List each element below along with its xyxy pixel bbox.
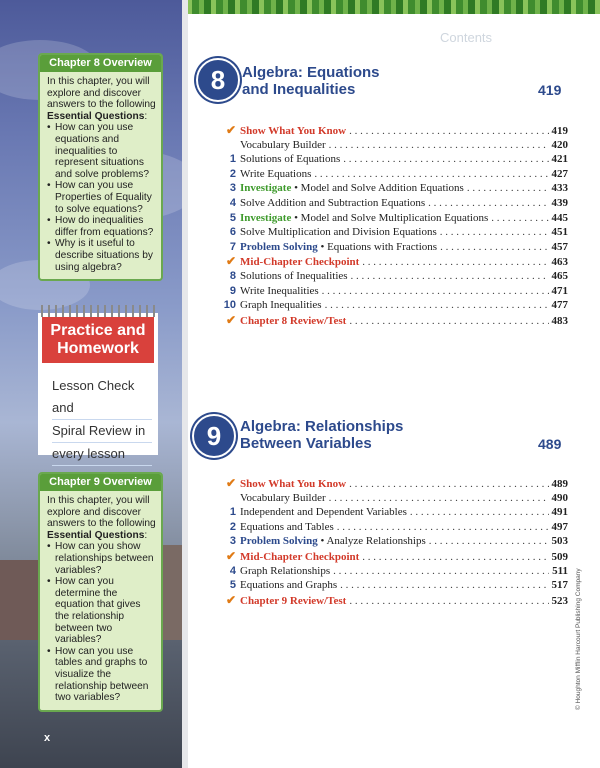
- dot-leader: [329, 491, 549, 506]
- checkmark-icon: ✔: [225, 254, 236, 269]
- toc-entry-label: [240, 225, 437, 240]
- dot-leader: [322, 284, 549, 299]
- toc-entry-tag: Mid-Chapter Checkpoint: [240, 550, 360, 563]
- lesson-number: 7: [229, 240, 236, 253]
- lesson-number: 3: [229, 182, 236, 195]
- toc-entry-label: [240, 520, 334, 535]
- chapter8-page: 419: [538, 82, 562, 98]
- toc-entry-text: Equations and Tables: [240, 520, 334, 533]
- toc-entry-page: 517: [551, 579, 568, 592]
- dot-leader: [410, 505, 549, 520]
- toc-entry-page: 465: [551, 269, 568, 282]
- toc-entry-tag: Show What You Know: [240, 478, 347, 490]
- dot-leader: [362, 255, 548, 269]
- toc-entry-page: 477: [551, 299, 568, 312]
- chapter8-number-badge: 8: [196, 58, 240, 102]
- toc-entry: [222, 211, 568, 226]
- essential-question: • Why is it useful to describe situations by using algebra?: [47, 238, 156, 273]
- dot-leader: [343, 152, 548, 167]
- toc-entry-label: [240, 167, 311, 182]
- dot-leader: [349, 314, 548, 328]
- lesson-number: 2: [229, 520, 236, 533]
- chapter8-contents: [222, 123, 568, 327]
- checkmark-icon: ✔: [225, 123, 236, 137]
- chapter8-title: Algebra: Equations and Inequalities: [242, 64, 380, 98]
- chapter8-essential-questions: [47, 122, 156, 273]
- toc-entry-page: 509: [551, 550, 568, 563]
- toc-entry: [222, 240, 568, 255]
- dot-leader: [440, 240, 548, 255]
- toc-entry-label: [240, 505, 407, 520]
- toc-entry-tag: Problem Solving: [240, 535, 318, 548]
- toc-entry: [222, 196, 568, 211]
- page-number: x: [44, 732, 51, 744]
- dot-leader: [340, 578, 548, 593]
- dot-leader: [349, 477, 548, 491]
- toc-entry-page: 523: [551, 594, 568, 607]
- toc-entry-page: 451: [551, 226, 568, 239]
- toc-entry-label: [240, 240, 437, 255]
- toc-entry-text: Write Inequalities: [240, 284, 319, 297]
- dot-leader: [325, 298, 549, 313]
- dot-leader: [491, 211, 548, 226]
- toc-entry-text: Solve Multiplication and Division Equations: [240, 226, 437, 239]
- toc-entry: [222, 520, 568, 535]
- toc-entry-page: 433: [551, 182, 568, 195]
- spiral-binding: [38, 305, 158, 317]
- dot-leader: [329, 138, 549, 153]
- essential-question: • How can you show relationships between variables?: [47, 541, 156, 576]
- practice-line: every lesson: [52, 443, 152, 466]
- toc-entry-text: Vocabulary Builder: [240, 491, 326, 504]
- chapter9-number-badge: 9: [192, 414, 236, 458]
- dot-leader: [333, 564, 549, 579]
- chapter8-overview-title: Chapter 8 Overview: [40, 55, 161, 72]
- chapter9-essential-questions: [47, 541, 156, 703]
- lesson-number: 3: [229, 535, 236, 548]
- toc-entry: [222, 167, 568, 182]
- toc-entry-text: Graph Inequalities: [240, 299, 322, 312]
- essential-question: • How can you use Properties of Equality to solve equations?: [47, 180, 156, 215]
- toc-entry-page: 497: [551, 520, 568, 533]
- toc-entry-text: Write Equations: [240, 167, 312, 180]
- toc-entry-text: • Analyze Relationships: [317, 535, 426, 548]
- toc-entry-label: [240, 578, 337, 593]
- toc-entry: [222, 254, 568, 269]
- essential-question: • How can you use equations and inequalities to represent situations and solve problems?: [47, 122, 156, 180]
- toc-entry: [222, 152, 568, 167]
- toc-entry-page: 483: [551, 314, 568, 327]
- lesson-number: 1: [229, 153, 236, 166]
- dot-leader: [351, 269, 549, 284]
- toc-entry: [222, 123, 568, 138]
- toc-entry-page: 503: [551, 535, 568, 548]
- practice-homework-card: [38, 305, 158, 461]
- toc-entry-tag: Problem Solving: [240, 240, 318, 253]
- lesson-number: 4: [229, 196, 236, 209]
- chapter9-overview-box: [38, 472, 163, 712]
- toc-entry: [222, 549, 568, 564]
- toc-entry-label: [240, 152, 340, 167]
- dot-leader: [314, 167, 548, 182]
- practice-homework-lines: [52, 375, 152, 466]
- toc-entry-label: [240, 594, 346, 608]
- toc-entry-label: [240, 564, 330, 579]
- toc-entry-page: 419: [551, 125, 568, 137]
- toc-entry: [222, 298, 568, 313]
- essential-question: • How do inequalities differ from equations?: [47, 215, 156, 238]
- chapter9-contents: [222, 476, 568, 607]
- chapter8-overview-box: [38, 53, 163, 281]
- lesson-number: 5: [229, 579, 236, 592]
- toc-entry: [222, 491, 568, 506]
- toc-entry-label: [240, 550, 359, 564]
- practice-line: Lesson Check and: [52, 375, 152, 420]
- page-spine: [182, 0, 188, 768]
- toc-entry: [222, 564, 568, 579]
- dot-leader: [428, 196, 548, 211]
- toc-entry-page: 463: [551, 256, 568, 269]
- dot-leader: [440, 225, 549, 240]
- toc-entry-label: [240, 491, 326, 506]
- checkmark-icon: ✔: [225, 548, 236, 563]
- toc-entry: [222, 284, 568, 299]
- toc-entry-page: 421: [551, 153, 568, 166]
- toc-entry: [222, 181, 568, 196]
- lesson-number: 4: [229, 564, 236, 577]
- lesson-number: 5: [229, 211, 236, 224]
- toc-entry: [222, 476, 568, 491]
- toc-entry-label: [240, 181, 464, 196]
- toc-entry-page: 439: [551, 196, 568, 209]
- toc-entry: [222, 313, 568, 328]
- dot-leader: [362, 550, 548, 564]
- toc-entry-page: 471: [551, 284, 568, 297]
- faint-header-text: Contents: [440, 30, 493, 45]
- toc-entry-label: [240, 124, 346, 138]
- toc-entry: [222, 269, 568, 284]
- toc-entry-label: [240, 138, 326, 153]
- toc-entry-page: 490: [551, 491, 568, 504]
- checkmark-icon: ✔: [225, 476, 236, 490]
- checkmark-icon: ✔: [225, 592, 236, 607]
- toc-entry: [222, 534, 568, 549]
- toc-entry-text: Solutions of Inequalities: [240, 269, 348, 282]
- toc-entry-text: • Model and Solve Addition Equations: [291, 182, 464, 195]
- toc-entry-page: 511: [552, 564, 568, 577]
- toc-entry-label: [240, 284, 319, 299]
- dot-leader: [429, 534, 549, 549]
- toc-entry-text: Graph Relationships: [240, 564, 331, 577]
- chapter9-title: Algebra: Relationships Between Variables: [240, 418, 404, 452]
- toc-entry-text: Vocabulary Builder: [240, 138, 326, 151]
- toc-entry-label: [240, 534, 426, 549]
- chapter8-overview-intro: In this chapter, you will explore and discover answers to the following Essential Questions:: [47, 76, 156, 122]
- chapter9-page: 489: [538, 436, 562, 452]
- toc-entry-page: 420: [551, 138, 568, 151]
- essential-question: • How can you use tables and graphs to visualize the relationship between two variables?: [47, 646, 156, 704]
- toc-entry-page: 491: [551, 506, 568, 519]
- toc-entry-tag: Chapter 8 Review/Test: [240, 314, 347, 327]
- toc-entry-tag: Show What You Know: [240, 125, 347, 137]
- toc-entry-page: 489: [551, 478, 568, 490]
- dot-leader: [349, 594, 548, 608]
- toc-entry: [222, 593, 568, 608]
- dot-leader: [337, 520, 549, 535]
- practice-homework-title: Practice and Homework: [42, 317, 154, 363]
- toc-entry-text: Independent and Dependent Variables: [240, 506, 407, 519]
- toc-entry: [222, 505, 568, 520]
- toc-entry-tag: Investigate: [240, 182, 292, 195]
- practice-line: Spiral Review in: [52, 420, 152, 443]
- lesson-number: 1: [229, 506, 236, 519]
- toc-entry-page: 457: [551, 240, 568, 253]
- toc-entry-page: 445: [551, 211, 568, 224]
- toc-entry-tag: Chapter 9 Review/Test: [240, 594, 347, 607]
- toc-entry-label: [240, 298, 322, 313]
- chapter9-overview-intro: In this chapter, you will explore and discover answers to the following Essential Questions:: [47, 495, 156, 541]
- toc-entry-tag: Mid-Chapter Checkpoint: [240, 256, 360, 269]
- lesson-number: 6: [229, 226, 236, 239]
- toc-entry: [222, 578, 568, 593]
- checkmark-icon: ✔: [225, 312, 236, 327]
- toc-entry-text: Equations and Graphs: [240, 579, 338, 592]
- toc-entry-text: • Equations with Fractions: [317, 240, 438, 253]
- toc-entry-text: Solutions of Equations: [240, 153, 341, 166]
- toc-entry-label: [240, 477, 346, 491]
- lesson-number: 2: [229, 167, 236, 180]
- toc-entry-page: 427: [551, 167, 568, 180]
- toc-entry-label: [240, 196, 425, 211]
- dot-leader: [467, 181, 549, 196]
- lesson-number: 8: [229, 269, 236, 282]
- lesson-number: 9: [229, 284, 236, 297]
- toc-entry-label: [240, 314, 346, 328]
- toc-entry-text: • Model and Solve Multiplication Equations: [291, 211, 489, 224]
- dot-leader: [349, 124, 548, 138]
- copyright-notice: © Houghton Mifflin Harcourt Publishing Company: [575, 568, 582, 710]
- toc-entry: [222, 225, 568, 240]
- toc-entry-tag: Investigate: [240, 211, 292, 224]
- chapter9-overview-title: Chapter 9 Overview: [40, 474, 161, 491]
- lesson-number: 10: [223, 299, 236, 312]
- toc-entry-label: [240, 269, 348, 284]
- essential-question: • How can you determine the equation that gives the relationship between two variables?: [47, 576, 156, 646]
- toc-entry-text: Solve Addition and Subtraction Equations: [240, 196, 426, 209]
- toc-entry-label: [240, 255, 359, 269]
- toc-entry-label: [240, 211, 488, 226]
- toc-entry: [222, 138, 568, 153]
